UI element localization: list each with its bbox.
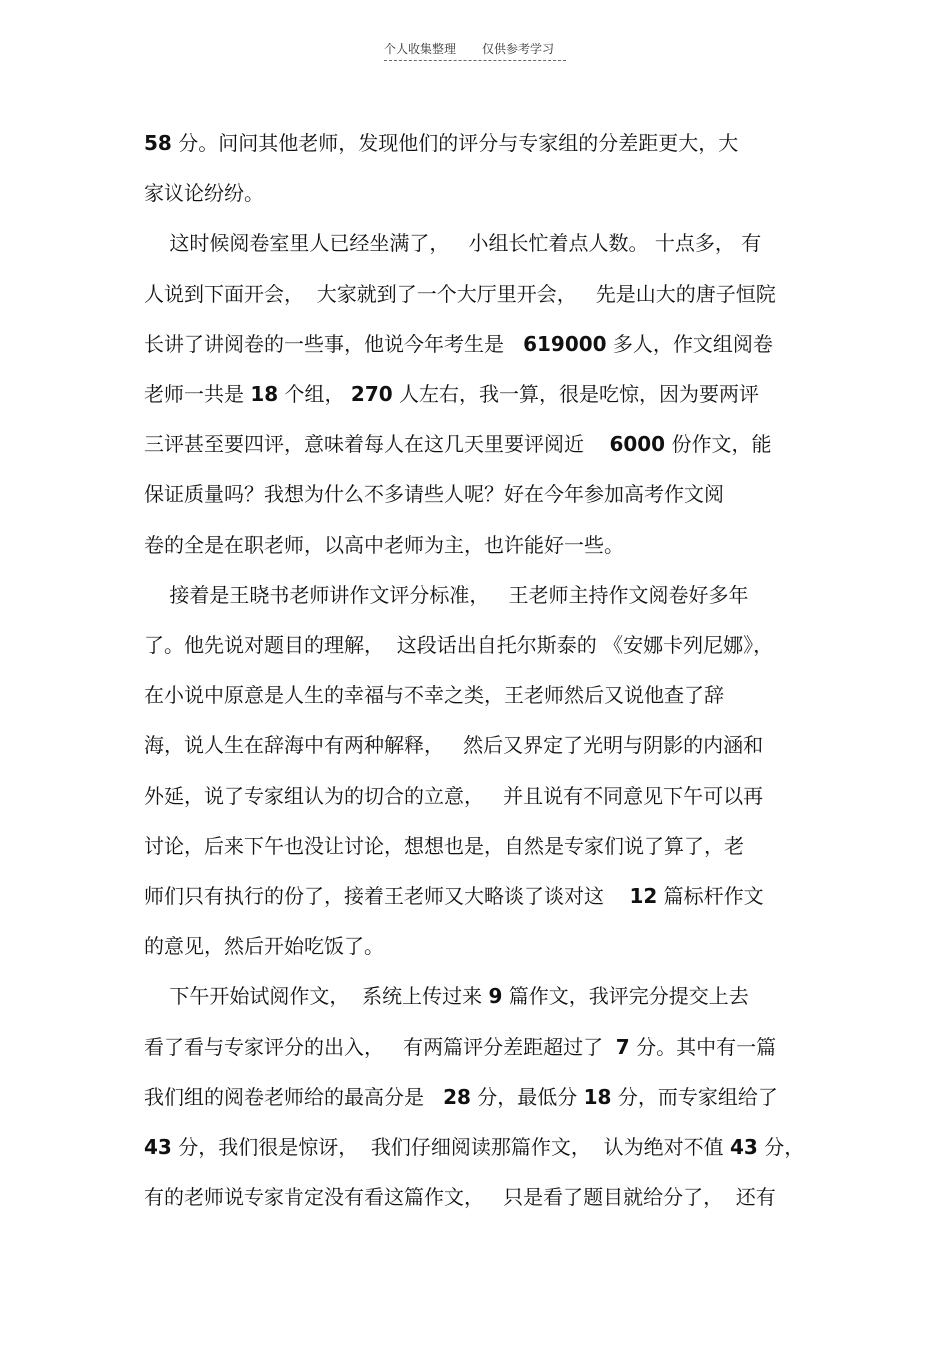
text-segment: 人说到下面开会， 大家就到了一个大厅里开会， 先是山大的唐子恒院	[144, 282, 776, 306]
number-text: 58	[144, 131, 172, 155]
text-segment: 份作文，能	[665, 432, 772, 456]
text-segment: 长讲了讲阅卷的一些事，他说今年考生是	[144, 332, 524, 356]
text-line	[144, 230, 761, 256]
text-segment: 卷的全是在职老师，以高中老师为主，也许能好一些。	[144, 533, 624, 557]
number-text: 7	[615, 1035, 630, 1059]
text-segment: 讨论，后来下午也没让讨论，想想也是，自然是专家们说了算了，老	[144, 834, 744, 858]
number-text: 43	[730, 1135, 758, 1159]
text-segment: 分。问问其他老师，发现他们的评分与专家组的分差距更大，大	[171, 131, 739, 155]
text-line	[144, 1184, 776, 1210]
text-line	[144, 732, 763, 758]
page-header	[384, 40, 566, 61]
text-segment: 的意见，然后开始吃饭了。	[144, 934, 384, 958]
text-segment: 三评甚至要四评，意味着每人在这几天里要评阅近	[144, 432, 610, 456]
text-segment: 下午开始试阅作文， 系统上传过来	[144, 984, 489, 1008]
text-segment: 个组，	[278, 382, 351, 406]
text-segment: 分，	[757, 1135, 805, 1159]
text-line	[144, 632, 773, 658]
text-line	[144, 783, 763, 809]
number-text: 270	[350, 382, 393, 406]
text-line	[144, 281, 776, 307]
text-segment: 分，而专家组给了	[611, 1085, 778, 1109]
text-segment: 师们只有执行的份了，接着王老师又大略谈了谈对这	[144, 884, 630, 908]
text-line	[144, 582, 749, 608]
number-text: 12	[629, 884, 658, 908]
text-line	[144, 883, 764, 909]
text-segment: 分，最低分	[470, 1085, 584, 1109]
text-segment: 外延，说了专家组认为的切合的立意， 并且说有不同意见下午可以再	[144, 784, 764, 808]
text-line	[144, 933, 384, 959]
number-text: 43	[144, 1135, 172, 1159]
text-segment: 家议论纷纷。	[144, 181, 264, 205]
number-text: 18	[583, 1085, 612, 1109]
text-segment: 有的老师说专家肯定没有看这篇作文， 只是看了题目就给分了， 还有	[144, 1185, 776, 1209]
number-text: 6000	[609, 432, 666, 456]
header-right-text: 仅供参考学习	[482, 42, 555, 56]
text-line	[144, 481, 724, 507]
text-line	[144, 180, 264, 206]
text-segment: 老师一共是	[144, 382, 251, 406]
text-segment: 多人，作文组阅卷	[606, 332, 773, 356]
text-segment: 我们组的阅卷老师给的最高分是	[144, 1085, 444, 1109]
text-segment: 看了看与专家评分的出入， 有两篇评分差距超过了	[144, 1035, 616, 1059]
text-segment: 在小说中原意是人生的幸福与不幸之类，王老师然后又说他查了辞	[144, 683, 724, 707]
text-segment: 人左右，我一算，很是吃惊，因为要两评	[392, 382, 760, 406]
text-segment: 篇作文，我评完分提交上去	[502, 984, 749, 1008]
text-line	[144, 682, 724, 708]
text-line	[144, 1084, 778, 1110]
text-line	[144, 331, 773, 357]
text-segment: 分。其中有一篇	[629, 1035, 777, 1059]
text-line	[144, 1134, 804, 1160]
text-line	[144, 381, 759, 407]
text-line	[144, 983, 749, 1009]
header-left-text: 个人收集整理	[384, 42, 457, 56]
text-segment: 了。他先说对题目的理解， 这段话出自托尔斯泰的 《安娜卡列尼娜》，	[144, 633, 774, 657]
text-segment: 这时候阅卷室里人已经坐满了， 小组长忙着点人数。 十点多， 有	[144, 231, 762, 255]
number-text: 9	[488, 984, 503, 1008]
text-segment: 分，我们很是惊讶， 我们仔细阅读那篇作文， 认为绝对不值	[171, 1135, 730, 1159]
text-line	[144, 431, 771, 457]
number-text: 619000	[523, 332, 607, 356]
number-text: 28	[443, 1085, 471, 1109]
text-segment: 海，说人生在辞海中有两种解释， 然后又界定了光明与阴影的内涵和	[144, 733, 764, 757]
text-segment: 保证质量吗？我想为什么不多请些人呢？好在今年参加高考作文阅	[144, 482, 724, 506]
text-line	[144, 833, 744, 859]
text-segment: 接着是王晓书老师讲作文评分标准， 王老师主持作文阅卷好多年	[144, 583, 749, 607]
number-text: 18	[250, 382, 279, 406]
text-line	[144, 130, 738, 156]
text-segment: 篇标杆作文	[657, 884, 764, 908]
text-line	[144, 1034, 776, 1060]
text-line	[144, 532, 624, 558]
